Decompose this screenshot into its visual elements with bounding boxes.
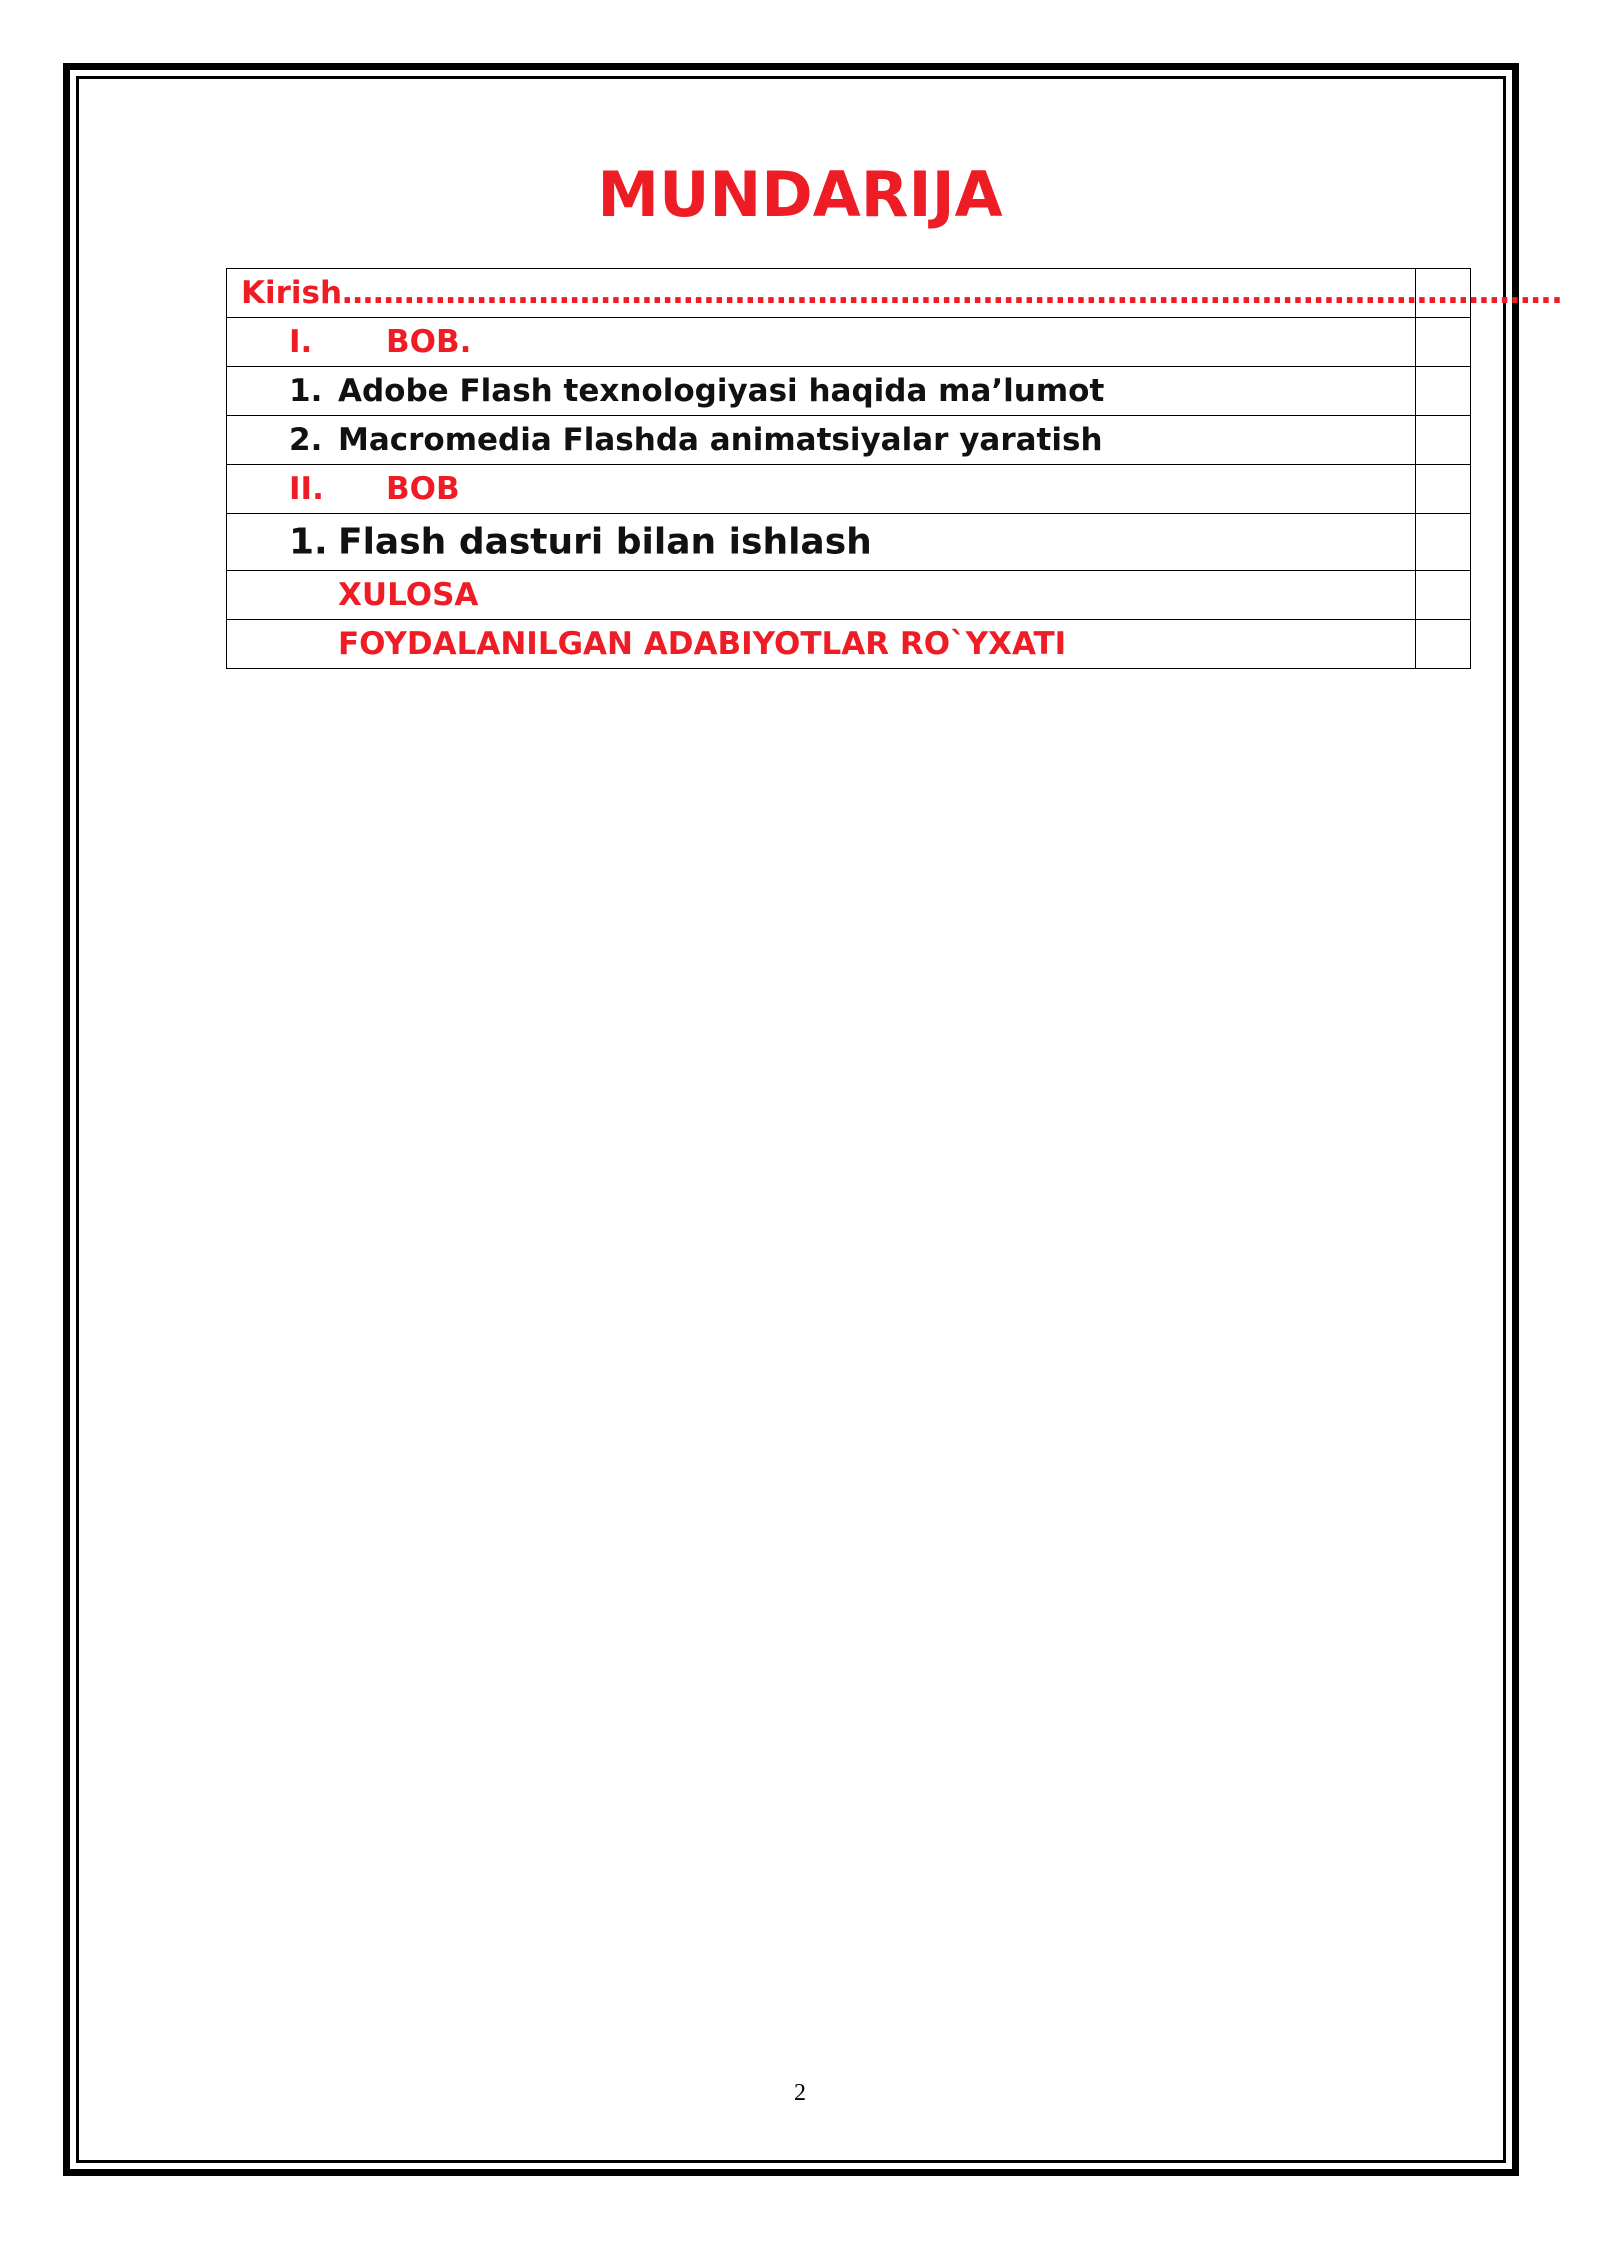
- item-label: Adobe Flash texnologiyasi haqida ma’lumot: [338, 373, 1105, 409]
- toc-page-cell: [1416, 367, 1471, 416]
- toc-page-cell: [1416, 620, 1471, 669]
- item-label: Macromedia Flashda animatsiyalar yaratish: [338, 422, 1103, 458]
- toc-intro-label: Kirish……………………………………………………………………………………………………….: [241, 275, 1563, 311]
- chapter-label: BOB.: [386, 324, 472, 360]
- chapter-numeral: II.: [289, 471, 324, 507]
- toc-page-cell: [1416, 465, 1471, 514]
- toc-page-cell: [1416, 571, 1471, 620]
- toc-row-item: [227, 416, 1471, 465]
- item-number: 1.: [289, 373, 323, 409]
- item-number: 1.: [289, 521, 328, 563]
- toc-row-item: [227, 367, 1471, 416]
- toc-row-item: [227, 514, 1471, 571]
- toc-row-chapter-2: [227, 465, 1471, 514]
- toc-page-cell: [1416, 514, 1471, 571]
- page-title: MUNDARIJA: [597, 158, 1003, 231]
- chapter-numeral: I.: [289, 324, 313, 360]
- toc-row-conclusion: [227, 571, 1471, 620]
- conclusion-label: XULOSA: [338, 577, 479, 613]
- item-number: 2.: [289, 422, 323, 458]
- toc-row-intro: [227, 269, 1471, 318]
- table-of-contents: [226, 268, 1563, 669]
- chapter-label: BOB: [386, 471, 460, 507]
- item-label: Flash dasturi bilan ishlash: [338, 521, 872, 563]
- toc-page-cell: [1416, 318, 1471, 367]
- toc-row-chapter-1: [227, 318, 1471, 367]
- page-number: 2: [794, 2080, 806, 2106]
- toc-row-references: [227, 620, 1471, 669]
- references-label: FOYDALANILGAN ADABIYOTLAR RO`YXATI: [338, 626, 1067, 662]
- toc-page-cell: [1416, 416, 1471, 465]
